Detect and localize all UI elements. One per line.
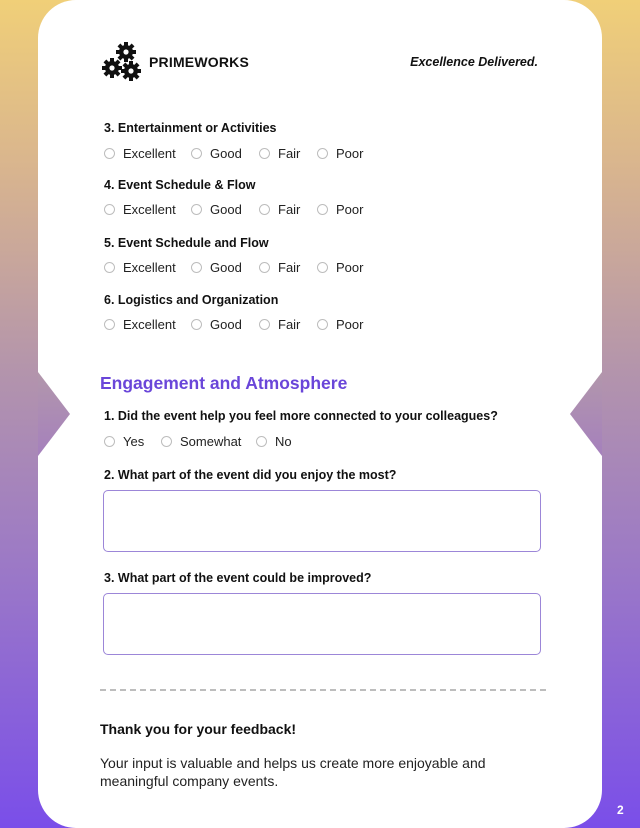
radio-circle[interactable] xyxy=(104,436,115,447)
radio-fair[interactable]: Fair xyxy=(259,202,317,217)
gears-icon xyxy=(102,42,144,82)
enjoy-most-textarea[interactable] xyxy=(103,490,541,552)
radio-circle[interactable] xyxy=(317,319,328,330)
dashed-divider xyxy=(100,689,546,691)
question-improved: 3. What part of the event could be improved? xyxy=(104,571,372,585)
rating-options-schedule-and-flow xyxy=(104,260,363,275)
radio-circle[interactable] xyxy=(259,262,270,273)
radio-fair[interactable]: Fair xyxy=(259,146,317,161)
question-logistics: 6. Logistics and Organization xyxy=(104,293,279,307)
radio-circle[interactable] xyxy=(191,204,202,215)
radio-circle[interactable] xyxy=(104,262,115,273)
section-title-engagement: Engagement and Atmosphere xyxy=(100,373,348,393)
radio-poor[interactable]: Poor xyxy=(317,146,363,161)
radio-fair[interactable]: Fair xyxy=(259,260,317,275)
radio-circle[interactable] xyxy=(317,204,328,215)
radio-excellent[interactable]: Excellent xyxy=(104,202,191,217)
radio-circle[interactable] xyxy=(259,204,270,215)
radio-circle[interactable] xyxy=(317,148,328,159)
question-entertainment: 3. Entertainment or Activities xyxy=(104,121,277,135)
radio-circle[interactable] xyxy=(259,319,270,330)
radio-somewhat[interactable]: Somewhat xyxy=(161,434,256,449)
improved-textarea[interactable] xyxy=(103,593,541,655)
radio-poor[interactable]: Poor xyxy=(317,317,363,332)
rating-options-logistics xyxy=(104,317,363,332)
question-schedule-flow: 4. Event Schedule & Flow xyxy=(104,178,256,192)
radio-excellent[interactable]: Excellent xyxy=(104,146,191,161)
question-enjoy-most: 2. What part of the event did you enjoy the most? xyxy=(104,468,397,482)
radio-circle[interactable] xyxy=(104,319,115,330)
thank-you-message: Your input is valuable and helps us create more enjoyable and meaningful company events. xyxy=(100,755,486,789)
rating-options-entertainment xyxy=(104,146,363,161)
radio-poor[interactable]: Poor xyxy=(317,260,363,275)
radio-circle[interactable] xyxy=(161,436,172,447)
radio-circle[interactable] xyxy=(256,436,267,447)
question-connected: 1. Did the event help you feel more connected to your colleagues? xyxy=(104,409,498,423)
radio-circle[interactable] xyxy=(191,262,202,273)
radio-good[interactable]: Good xyxy=(191,146,259,161)
radio-fair[interactable]: Fair xyxy=(259,317,317,332)
radio-good[interactable]: Good xyxy=(191,202,259,217)
radio-yes[interactable]: Yes xyxy=(104,434,161,449)
tagline: Excellence Delivered. xyxy=(410,55,538,69)
page-number: 2 xyxy=(617,803,624,817)
radio-excellent[interactable]: Excellent xyxy=(104,260,191,275)
radio-circle[interactable] xyxy=(104,148,115,159)
options-connected xyxy=(104,434,292,449)
radio-excellent[interactable]: Excellent xyxy=(104,317,191,332)
thank-you-heading: Thank you for your feedback! xyxy=(100,721,297,737)
radio-circle[interactable] xyxy=(259,148,270,159)
brand-name: PRIMEWORKS xyxy=(149,54,249,70)
radio-good[interactable]: Good xyxy=(191,317,259,332)
page-header xyxy=(102,42,542,82)
radio-circle[interactable] xyxy=(191,319,202,330)
radio-circle[interactable] xyxy=(191,148,202,159)
radio-circle[interactable] xyxy=(317,262,328,273)
question-schedule-and-flow: 5. Event Schedule and Flow xyxy=(104,236,269,250)
rating-options-schedule-flow xyxy=(104,202,363,217)
radio-poor[interactable]: Poor xyxy=(317,202,363,217)
radio-no[interactable]: No xyxy=(256,434,292,449)
radio-circle[interactable] xyxy=(104,204,115,215)
radio-good[interactable]: Good xyxy=(191,260,259,275)
